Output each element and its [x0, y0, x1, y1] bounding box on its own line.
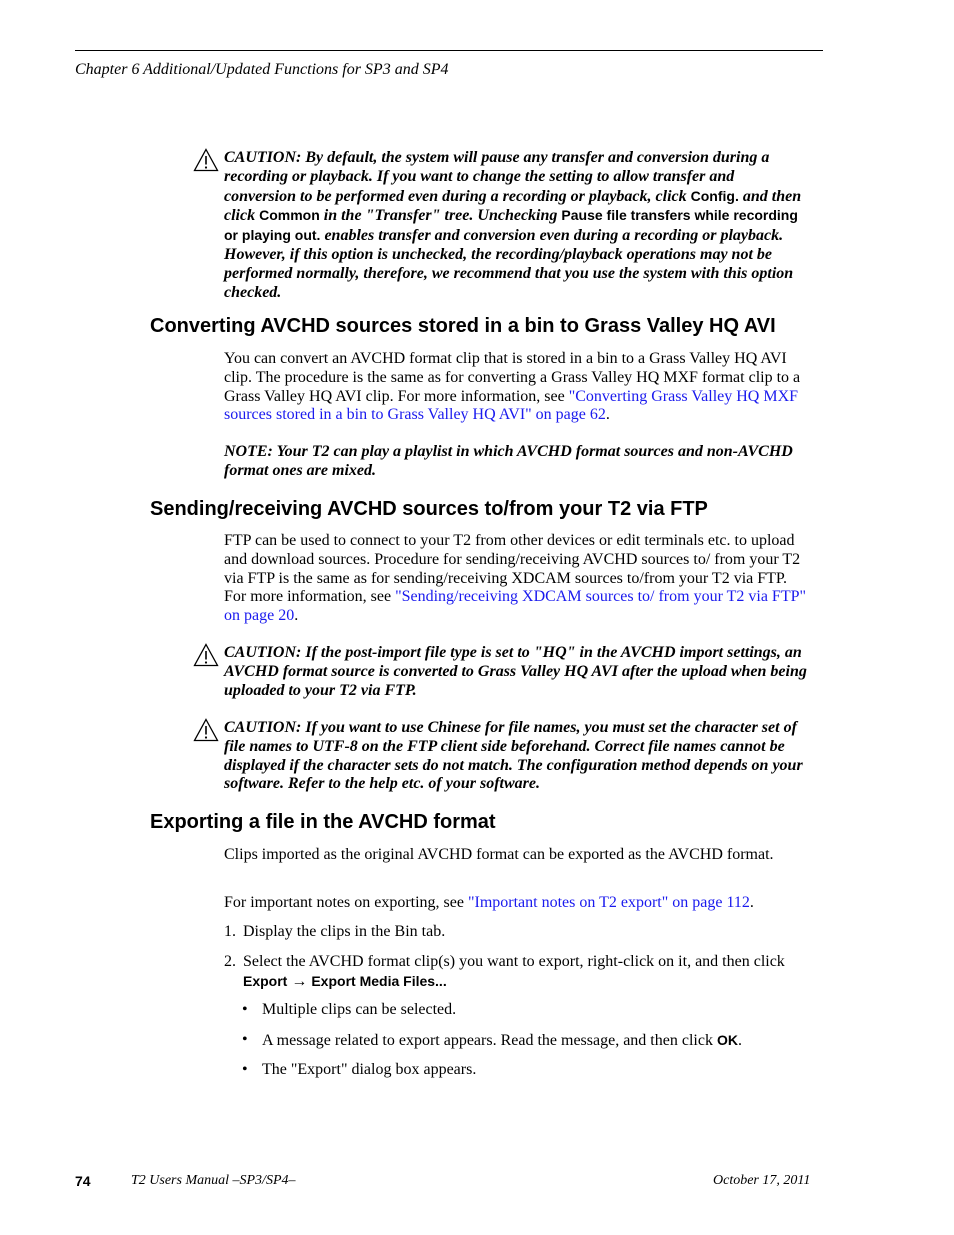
- export-menu-label: Export: [243, 972, 288, 989]
- bullet-item-1: Multiple clips can be selected.: [262, 1001, 457, 1018]
- chapter-header: Chapter 6 Additional/Updated Functions for SP3 and SP4: [75, 61, 449, 78]
- caution-paragraph-2: CAUTION: If the post-import file type is set to "HQ" in the AVCHD import settings, an AVCHD format source is converted to Grass Valley HQ AVI after the upload when being uploaded to your T2 via FTP.: [224, 644, 807, 699]
- section-heading-exporting: Exporting a file in the AVCHD format: [150, 811, 496, 833]
- caution-paragraph-3: CAUTION: If you want to use Chinese for file names, you must set the character set of file names to UTF-8 on the FTP client side beforehand. Correct file names cannot be displayed if the character sets do not match. The configuration method depends on your software. Refer to the help etc. of your software.: [224, 719, 803, 793]
- caution-triangle-icon: [193, 148, 219, 172]
- publication-date: October 17, 2011: [713, 1173, 811, 1188]
- bullet-item-3: The "Export" dialog box appears.: [262, 1061, 477, 1078]
- link-important-notes-export[interactable]: "Important notes on T2 export" on page 112: [467, 894, 750, 911]
- section-heading-converting: Converting AVCHD sources stored in a bin to Grass Valley HQ AVI: [150, 315, 776, 337]
- arrow-right-icon: →: [291, 972, 308, 990]
- caution-triangle-icon: [193, 718, 219, 742]
- page-number: 74: [75, 1173, 91, 1189]
- section2-paragraph: FTP can be used to connect to your T2 from other devices or edit terminals etc. to upload and download sources. Procedure for sending/receiving AVCHD sources to/ from your T2 via FTP is the same as for sending/receiving XDCAM sources to/from your T2 via FTP. For more information, see "Sending/receiving XDCAM sources to/ from your T2 via FTP" on page 20.: [224, 532, 807, 625]
- step-number-1: 1.: [224, 923, 236, 940]
- section1-paragraph: You can convert an AVCHD format clip that is stored in a bin to a Grass Valley HQ AVI clip. The procedure is the same as for converting a Grass Valley HQ MXF format clip to a Grass Valley HQ AVI clip. For more information, see "Converting Grass Valley HQ MXF sources stored in a bin to Grass Valley HQ AVI" on page 62.: [224, 350, 801, 424]
- caution-triangle-icon: [193, 643, 219, 667]
- caution-paragraph-1: CAUTION: By default, the system will pause any transfer and conversion during a recording or playback. If you want to change the setting to allow transfer and conversion to be performed even during a recording or playback, click Config. and then click Common in the "Transfer" tree. Unchecking Pause file transfers while recording or playing out. enables transfer and conversion even during a recording or playback. However, if this option is unchecked, the recording/playback operations may not be performed normally, therefore, we recommend that you use the system with this option checked.: [224, 149, 802, 301]
- link-converting-hq-mxf[interactable]: "Converting Grass Valley HQ MXF sources stored in a bin to Grass Valley HQ AVI" on page 62: [224, 387, 799, 424]
- bullet-icon: •: [242, 1031, 248, 1048]
- section-heading-ftp: Sending/receiving AVCHD sources to/from your T2 via FTP: [150, 498, 708, 520]
- step-1: Display the clips in the Bin tab.: [243, 923, 446, 940]
- common-menu-label: Common: [259, 207, 320, 224]
- manual-title: T2 Users Manual –SP3/SP4–: [131, 1173, 296, 1188]
- note-paragraph: NOTE: Your T2 can play a playlist in which AVCHD format sources and non-AVCHD format ones are mixed.: [224, 443, 793, 479]
- section3-paragraph-1: Clips imported as the original AVCHD format can be exported as the AVCHD format.: [224, 846, 774, 863]
- section3-paragraph-2: For important notes on exporting, see "Important notes on T2 export" on page 112.: [224, 894, 754, 911]
- header-rule: [75, 50, 823, 51]
- bullet-item-2: A message related to export appears. Read the message, and then click OK.: [262, 1032, 742, 1049]
- bullet-icon: •: [242, 1001, 248, 1018]
- config-menu-label: Config.: [690, 187, 739, 204]
- step-2: Select the AVCHD format clip(s) you want to export, right-click on it, and then click Export → Export Media Files...: [243, 953, 785, 990]
- export-media-files-menu-label: Export Media Files...: [311, 972, 447, 989]
- step-number-2: 2.: [224, 953, 236, 970]
- ok-button-label: OK: [716, 1032, 738, 1048]
- pause-transfers-option-label: Pause file transfers while recording or playing out.: [224, 207, 798, 244]
- link-sending-receiving-xdcam[interactable]: "Sending/receiving XDCAM sources to/ from your T2 via FTP" on page 20: [224, 588, 807, 625]
- bullet-icon: •: [242, 1061, 248, 1078]
